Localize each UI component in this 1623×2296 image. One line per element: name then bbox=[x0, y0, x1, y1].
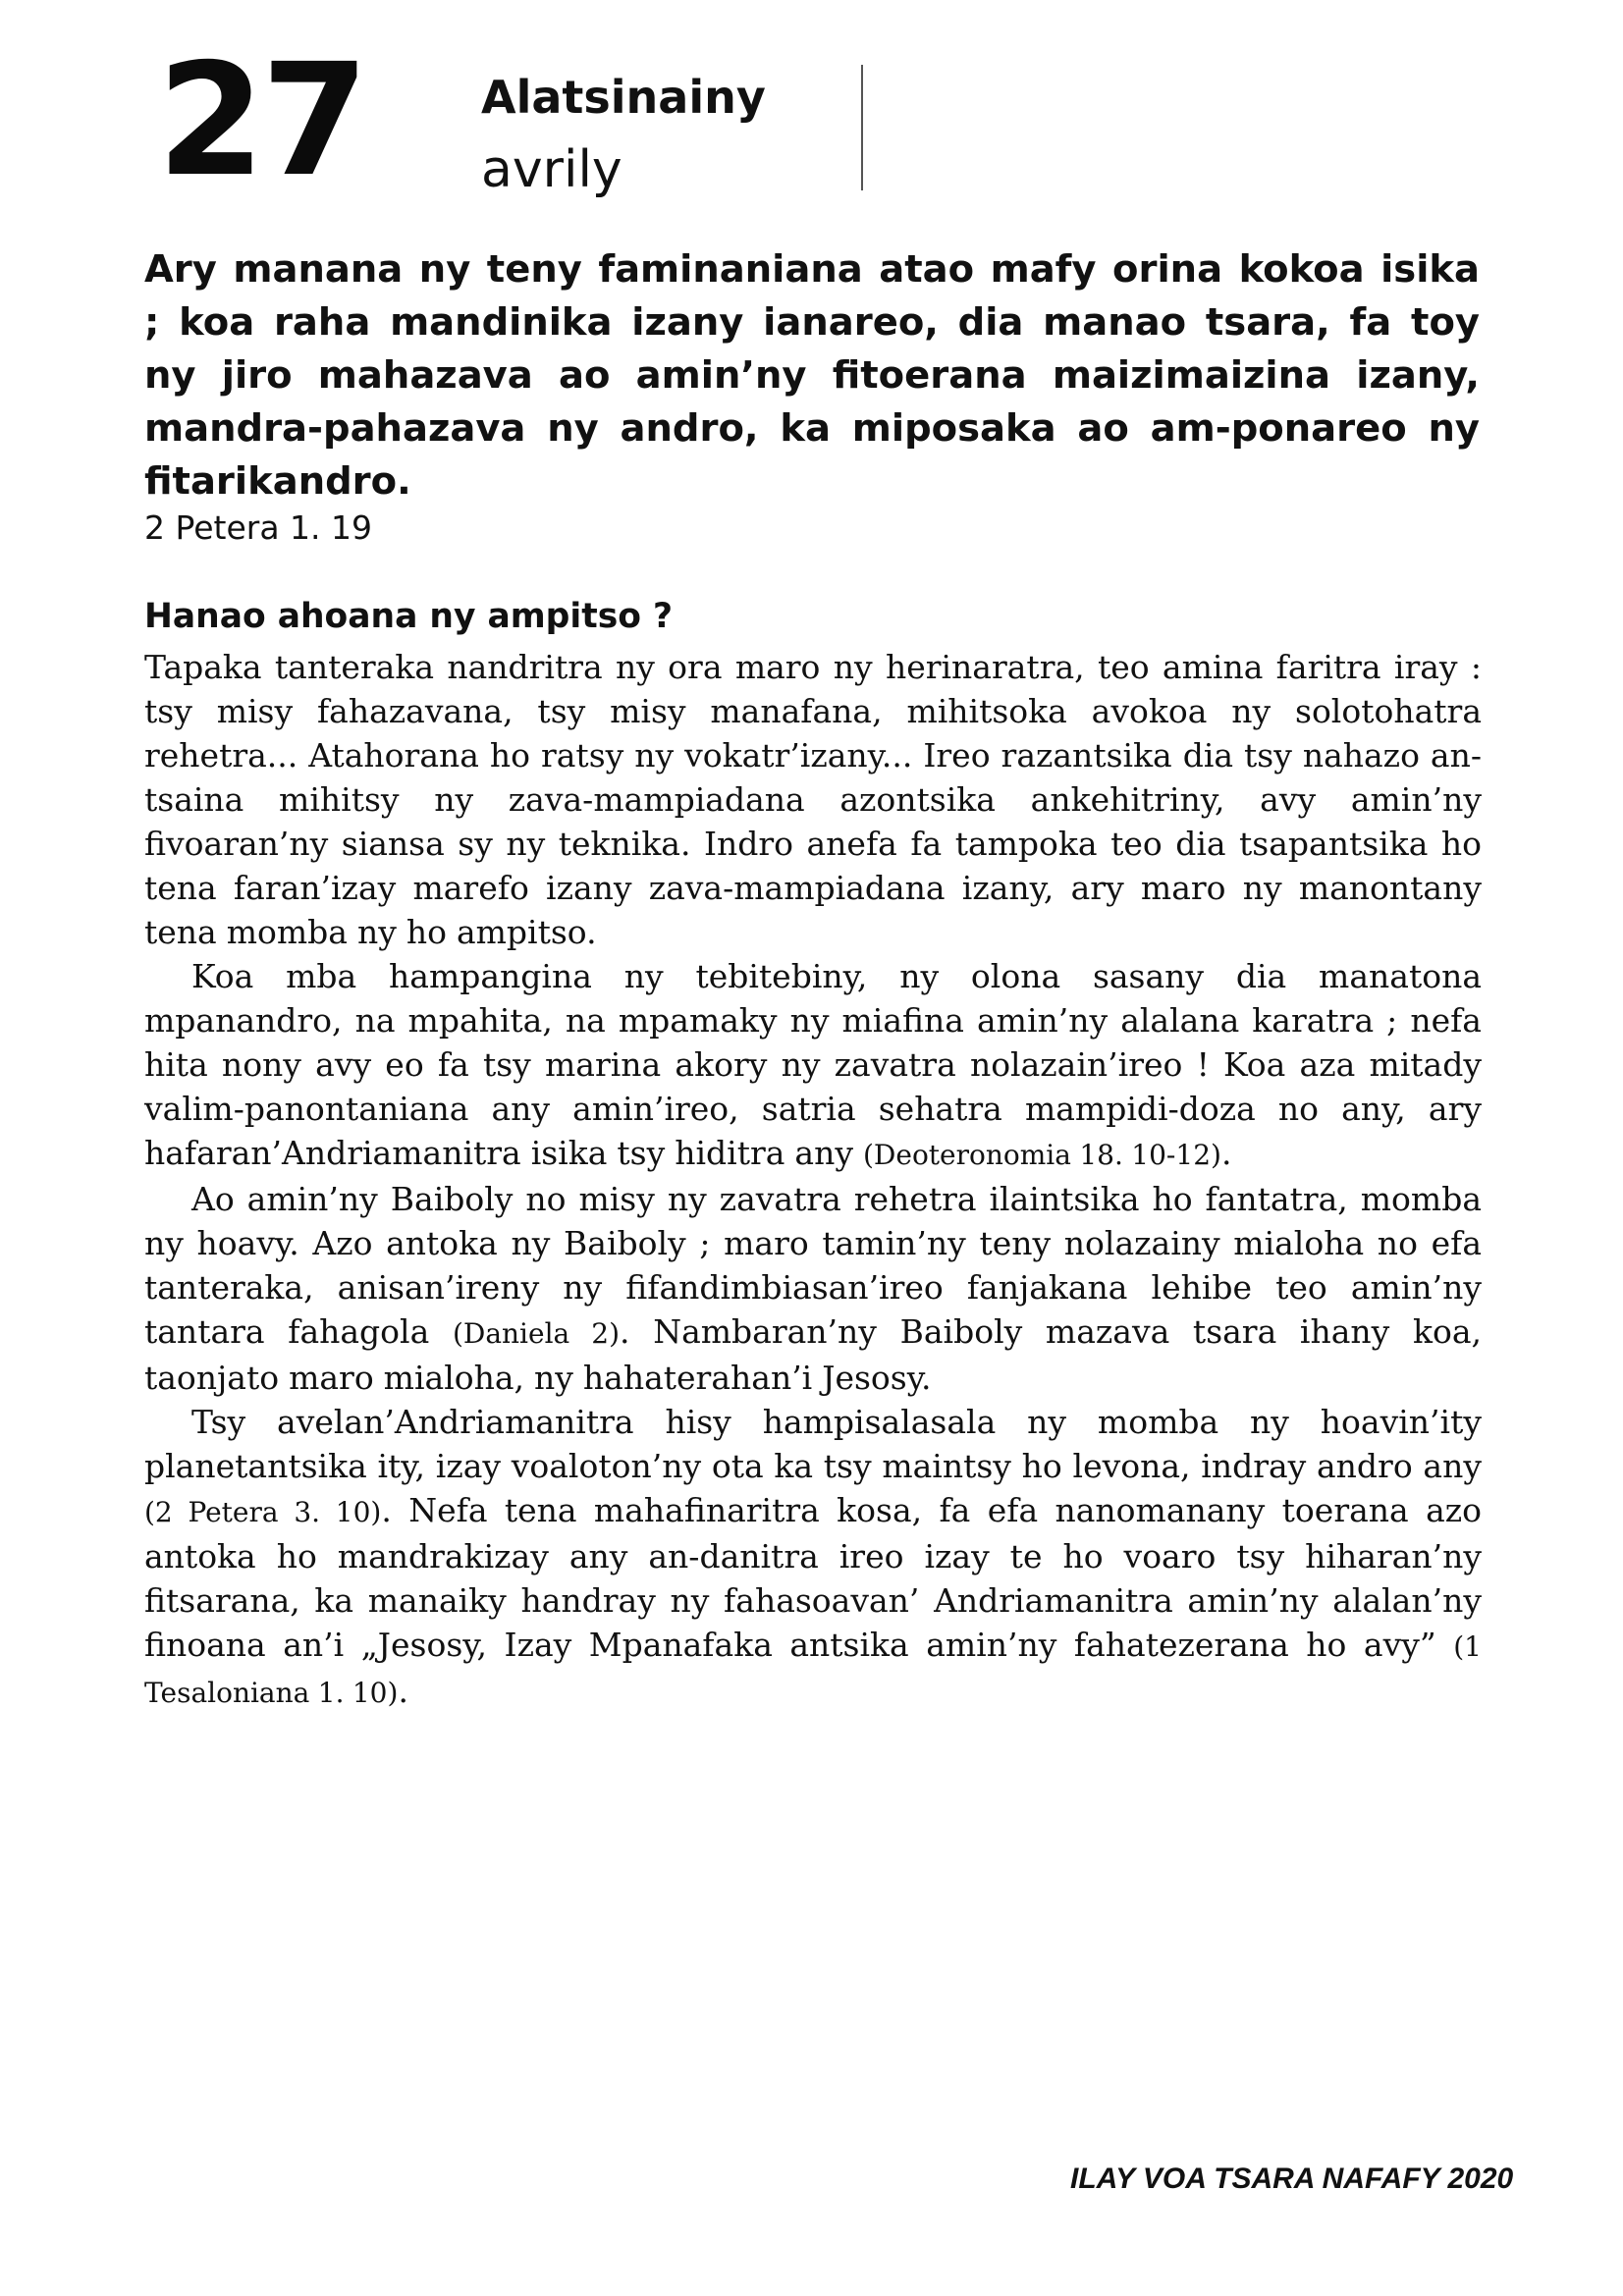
paragraph-text: Ao amin’ny Baiboly no misy ny zavatra rehetra ilaintsika ho fantatra, momba ny hoavy. Azo antoka ny Baiboly ; maro tamin’ny teny nolazainy mialoha no efa tanteraka, anisan’ireny ny fifandimbiasan’ireo fanjakana lehibe teo amin’ny tantara fahagola bbox=[144, 1180, 1482, 1351]
scripture-reference: (Daniela 2) bbox=[452, 1317, 621, 1350]
date-header bbox=[157, 30, 884, 211]
scripture-reference: (1 Tesaloniana 1. 10) bbox=[144, 1630, 1482, 1709]
weekday-label: Alatsinainy bbox=[481, 71, 766, 124]
bible-verse: Ary manana ny teny faminaniana atao mafy orina kokoa isika ; koa raha mandinika izany ianareo, dia manao tsara, fa toy ny jiro mahazava ao amin’ny fitoerana maizimaizina izany, mandra-pahazava ny andro, ka miposaka ao am-ponareo ny fitarikandro. bbox=[144, 247, 1480, 504]
paragraph-text: . Nefa tena mahafinaritra kosa, fa efa nanomanany toerana azo antoka ho mandrakizay any an-danitra ireo izay te ho voaro tsy hiharan’ny fitsarana, ka manaiky handray ny fahasoavan’ Andriamanitra amin’ny alalan’ny finoana an’i „Jesosy, Izay Mpanafaka antsika amin’ny fahatezerana ho avy” bbox=[144, 1491, 1482, 1664]
scripture-reference: (Deoteronomia 18. 10-12) bbox=[863, 1139, 1221, 1171]
article-paragraph bbox=[144, 1177, 1482, 1400]
article-paragraph bbox=[144, 954, 1482, 1177]
paragraph-text: . bbox=[398, 1672, 408, 1710]
day-number: 27 bbox=[157, 30, 365, 211]
article-paragraph bbox=[144, 645, 1482, 954]
header-divider bbox=[861, 65, 863, 190]
verse-reference: 2 Petera 1. 19 bbox=[144, 508, 372, 547]
article-paragraph bbox=[144, 1400, 1482, 1715]
paragraph-text: Tapaka tanteraka nandritra ny ora maro ny herinaratra, teo amina faritra iray : tsy misy fahazavana, tsy misy manafana, mihitsoka avokoa ny solotohatra rehetra... Atahorana ho ratsy ny vokatr’izany... Ireo razantsika dia tsy nahazo an-tsaina mihitsy ny zava-mampiadana azontsika ankehitriny, avy amin’ny fivoaran’ny siansa sy ny teknika. Indro anefa fa tampoka teo dia tsapantsika ho tena faran’izay marefo izany zava-mampiadana izany, ary maro ny manontany tena momba ny ho ampitso. bbox=[144, 648, 1482, 951]
scripture-reference: (2 Petera 3. 10) bbox=[144, 1496, 382, 1528]
devotional-article bbox=[144, 594, 1482, 1715]
paragraph-text: . bbox=[1220, 1134, 1232, 1172]
publication-footer: ILAY VOA TSARA NAFAFY 2020 bbox=[1070, 2163, 1514, 2195]
month-label: avrily bbox=[481, 140, 622, 199]
paragraph-text: Koa mba hampangina ny tebitebiny, ny olona sasany dia manatona mpanandro, na mpahita, na mpamaky ny miafina amin’ny alalana karatra ; nefa hita nony avy eo fa tsy marina akory ny zavatra nolazain’ireo ! Koa aza mitady valim-panontaniana any amin’ireo, satria sehatra mampidi-doza no any, ary hafaran’Andriamanitra isika tsy hiditra any bbox=[144, 957, 1482, 1172]
paragraph-text: Tsy avelan’Andriamanitra hisy hampisalasala ny momba ny hoavin’ity planetantsika ity, izay voaloton’ny ota ka tsy maintsy ho levona, indray andro any bbox=[144, 1403, 1482, 1485]
article-title: Hanao ahoana ny ampitso ? bbox=[144, 597, 673, 636]
paragraph-text: . Nambaran’ny Baiboly mazava tsara ihany koa, taonjato maro mialoha, ny hahaterahan’i Jesosy. bbox=[144, 1312, 1482, 1397]
